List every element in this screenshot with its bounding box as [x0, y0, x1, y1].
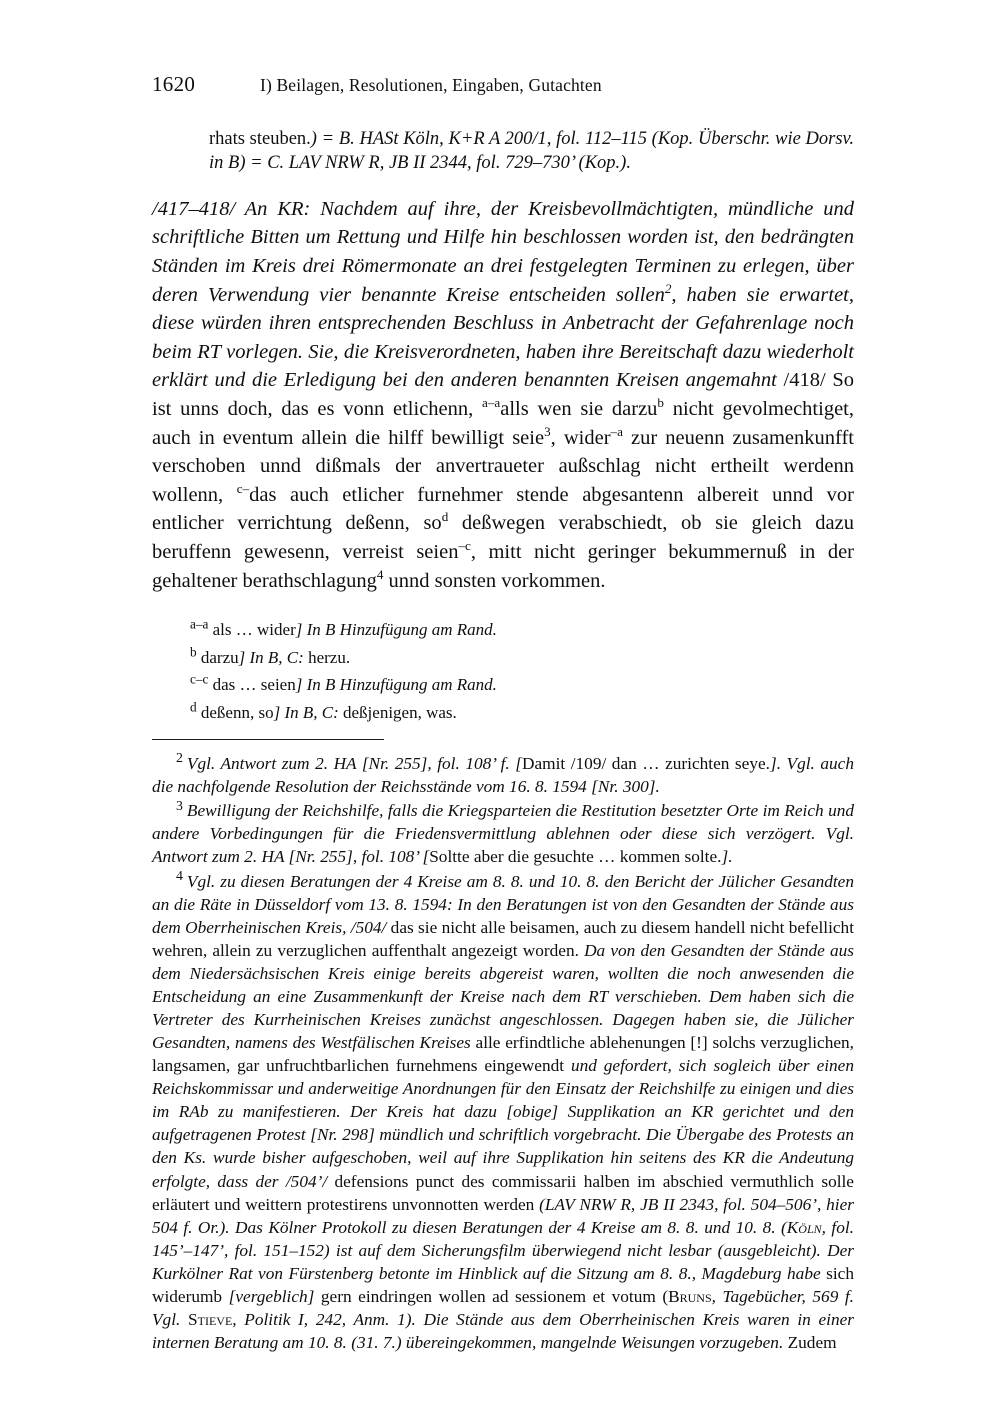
footnote-text: Bewilligung der Reichshilfe, falls die Kriegsparteien die Restitution besetzter Orte im Reich und andere Vorbedingungen für die Friedensvermittlung ablehnen oder diese sich verzögert. Vgl. Antwort zum 2. HA [Nr. 255], fol. 108’ [ — [152, 801, 854, 867]
headnote-italic: ) = B. HASt Köln, K+R A 200/1, fol. 112–115 (Kop. Überschr. wie Dorsv. in B) = C. LAV NRW R, JB II 2344, fol. 729–730’ (Kop.). — [209, 129, 854, 174]
body-segment-3: /418/ So ist unns doch, das es vonn etlichenn, — [152, 369, 855, 420]
apparatus-entry — [190, 645, 854, 671]
body-segment-1: /417–418/ An KR: Nachdem auf ihre, der Kreisbevollmächtigten, mündliche und schriftliche Bitten um Rettung und Hilfe hin beschlossen worden ist, den bedrängten Ständen im Kreis drei Römermonate an drei festgelegten Terminen zu erlegen, über deren Verwendung vier benannte Kreise entscheiden sollen — [152, 197, 854, 306]
folio-marker: /504/ — [350, 917, 387, 937]
variant-ref-c-close[interactable]: –c — [458, 538, 471, 554]
editor-insert: [vergeblich] — [228, 1286, 315, 1306]
running-head-title: I) Beilagen, Resolutionen, Eingaben, Gutachten — [260, 75, 602, 95]
footnote-text-cont-4: , Tagebücher, 569 f. Vgl. — [152, 1286, 854, 1329]
main-body — [152, 195, 854, 595]
footnote-text-cont-5: , Politik I, 242, Anm. 1). Die Stände aus dem Oberrheinischen Kreis waren in einer internen Beratung am 10. 8. (31. 7.) übereingekommen, mangelnde Weisungen vorzugeben. — [152, 1310, 854, 1353]
apparatus-tail: deßjenigen, was. — [338, 702, 457, 722]
apparatus-tail: herzu. — [303, 647, 351, 667]
apparatus-entry — [190, 617, 854, 643]
body-segment-5: nicht gevolmechtiget, auch in eventum allein die hilff bewilligt seie — [152, 397, 854, 449]
footnote-quote-2: alle erfindtliche ablehenungen [!] solchs verzuglichen, langsamen, gar unfruchtbarlichen furnehmens eingewendt — [152, 1033, 854, 1076]
apparatus-note: In B, C: — [280, 702, 339, 722]
footnote-ref-2[interactable]: 2 — [664, 280, 672, 296]
footnote-divider — [152, 739, 384, 740]
footnote-quote: das sie nicht alle beisamen, auch zu diesem handell nicht befellicht wehren, allein zu verzuglichen auffenthalt angezeigt worden. — [152, 917, 854, 960]
body-segment-2: , haben sie erwartet, diese würden ihren entsprechenden Beschluss in Anbetracht der Gefahrenlage noch beim RT vorlegen. Sie, die Kreisverordneten, haben ihre Bereitschaft dazu wiederholt erklärt und die Erledigung bei den anderen benannten Kreisen angemahnt — [152, 283, 855, 392]
footnote-quote-4: sich widerumb — [152, 1263, 854, 1306]
headnote-roman: rhats steuben. — [209, 129, 311, 149]
footnote-ref-4[interactable]: 4 — [376, 566, 384, 582]
body-segment-4: alls wen sie darzu — [500, 397, 658, 420]
footnote-text-cont: ]. Vgl. auch die nachfolgende Resolution der Reichsstände vom 16. 8. 1594 [Nr. 300]. — [152, 754, 854, 797]
apparatus-separator: ] — [238, 647, 246, 667]
footnote-block — [152, 752, 854, 1354]
footnote-4 — [152, 867, 854, 1355]
apparatus-separator: ] — [273, 702, 281, 722]
body-segment-11: unnd sonsten vorkommen. — [383, 569, 606, 592]
folio-marker-2: /504’/ — [285, 1171, 328, 1191]
body-segment-9: deßwegen verabschiedt, ob sie gleich dazu beruffenn gewesenn, verreist seien — [152, 512, 854, 563]
body-segment-7: zur neuenn zusamenkunfft verschoben unnd dißmals der anvertraueter außschlag nicht ertheilt werdenn wollenn, — [152, 426, 854, 506]
variant-ref-a-close[interactable]: –a — [610, 423, 623, 439]
variant-apparatus — [190, 617, 854, 725]
footnote-ref-3[interactable]: 3 — [544, 423, 551, 439]
apparatus-entry — [190, 700, 854, 726]
source-name-stieve: Stieve — [188, 1310, 233, 1329]
apparatus-sigil: c–c — [190, 671, 209, 687]
apparatus-lemma: deßenn, so — [196, 702, 274, 722]
footnote-number: 2 — [176, 750, 183, 766]
footnote-text-cont: ]. — [721, 847, 733, 867]
footnote-number: 3 — [176, 797, 183, 813]
footnote-text: Vgl. Antwort zum 2. HA [Nr. 255], fol. 108’ f. [ — [186, 754, 523, 774]
apparatus-sigil: a–a — [190, 616, 209, 632]
variant-ref-d[interactable]: d — [441, 509, 449, 525]
apparatus-lemma: als … wider — [208, 620, 296, 640]
footnote-2 — [152, 752, 854, 798]
variant-ref-c[interactable]: c– — [236, 480, 250, 496]
footnote-text: Vgl. zu diesen Beratungen der 4 Kreise am 8. 8. und 10. 8. den Bericht der Jülicher Gesandten an die Räte in Düsseldorf vom 13. 8. 1594: In den Beratungen ist von den Gesandten der Stände aus dem Oberrheinischen Kreis, — [152, 871, 854, 937]
apparatus-sigil: b — [190, 643, 197, 659]
variant-ref-b[interactable]: b — [657, 395, 664, 411]
footnote-text-cont-2: und gefordert, sich sogleich über einen Reichskommissar und anderweitige Anordnungen für den Einsatz der Reichshilfe zu einigen und dies im RAb zu manifestieren. Der Kreis hat dazu [obige] Supplikation an KR gerichtet und den aufgetragenen Protest [Nr. 298] mündlich und schriftlich vorgebracht. Die Übergabe des Protests an den Ks. wurde bisher aufgeschoben, weil auf ihre Supplikation hin seitens des KR die Andeutung erfolgte, dass der — [152, 1056, 854, 1191]
body-segment-10: , mitt nicht geringer bekummernuß in der gehaltener berathschlagung — [152, 540, 854, 592]
apparatus-note: In B Hinzufügung am Rand. — [302, 620, 497, 640]
running-head — [152, 72, 854, 97]
source-name-bruns: Bruns — [668, 1286, 712, 1306]
footnote-quote-5: gern eindringen wollen ad sessionem et votum ( — [314, 1286, 669, 1306]
source-name-koeln: Köln — [786, 1217, 822, 1237]
footnote-source-ref: (LAV NRW R, JB II 2343, fol. 504–506’, hier 504 f. Or.). Das Kölner Protokoll zu diesen Beratungen der 4 Kreise am 8. 8. und 10. 8. ( — [152, 1194, 854, 1237]
body-segment-8: das auch etlicher furnehmer stende abgesantenn albereit unnd vor entlicher verrichtung deßenn, so — [152, 483, 855, 535]
apparatus-lemma: das … seien — [208, 675, 296, 695]
apparatus-separator: ] — [295, 620, 303, 640]
apparatus-note: In B Hinzufügung am Rand. — [302, 675, 497, 695]
body-segment-6: , wider — [550, 426, 611, 449]
footnote-text-cont: Da von den Gesandten der Stände aus dem Niedersächsischen Kreis einige bereits abgereist waren, wollten die noch anwesenden die Entscheidung an eine Zusammenkunft der Kreise nach dem RT verschieben. Dem haben sich die Vertreter des Kurrheinischen Kreises zunächst angeschlossen. Dagegen haben sie, die Jülicher Gesandten, namens des Westfälischen Kreises — [152, 940, 854, 1053]
apparatus-separator: ] — [295, 675, 303, 695]
apparatus-sigil: d — [190, 698, 197, 714]
apparatus-lemma: darzu — [196, 647, 239, 667]
apparatus-note: In B, C: — [245, 647, 304, 667]
footnote-quote-3: defensions punct des commissarii halben im abschied vermuthlich solle erläutert und weittern protestirens unvonnotten werden — [152, 1171, 854, 1214]
footnote-3 — [152, 799, 854, 868]
page-content — [152, 72, 854, 1355]
footnote-quote: Damit /109/ dan … zurichten seye. — [522, 754, 770, 774]
footnote-number: 4 — [176, 867, 183, 883]
footnote-tail: Zudem — [783, 1333, 837, 1353]
source-headnote — [209, 127, 854, 176]
page-number: 1620 — [152, 72, 196, 96]
footnote-text-cont-3: , fol. 145’–147’, fol. 151–152) ist auf dem Sicherungsfilm überwiegend nicht lesbar (ausgebleicht). Der Kurkölner Rat von Fürstenberg betonte im Hinblick auf die Sitzung am 8. 8., Magdeburg habe — [152, 1217, 854, 1283]
apparatus-entry — [190, 672, 854, 698]
variant-ref-a[interactable]: a–a — [482, 395, 501, 411]
footnote-quote: Soltte aber die gesuchte … kommen solte. — [429, 847, 722, 867]
